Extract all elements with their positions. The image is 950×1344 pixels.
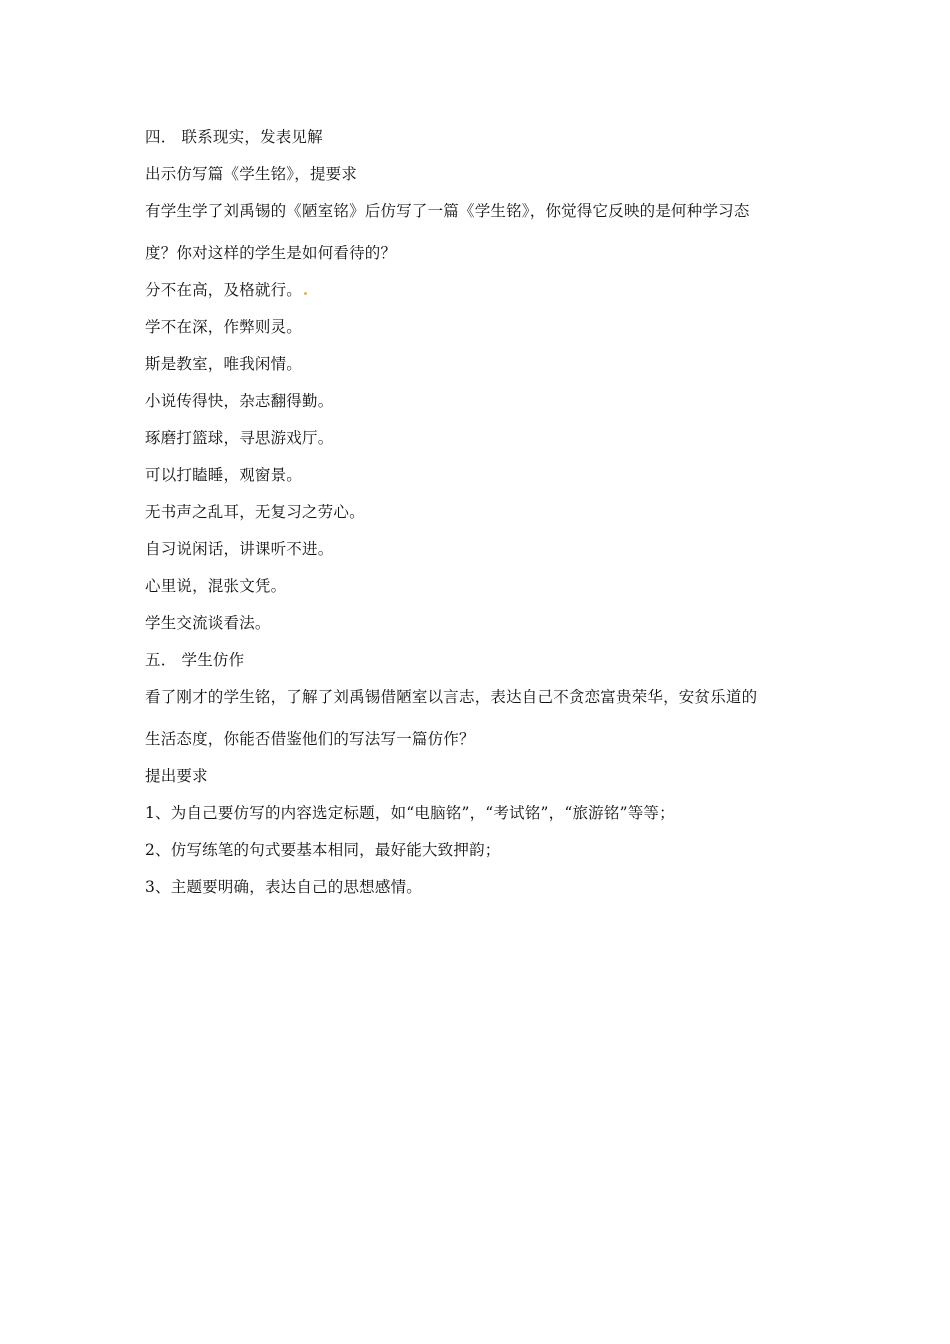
poem-line [145,279,815,301]
poem-line: 自习说闲话，讲课听不进。 [145,540,334,558]
revision-mark [304,292,307,295]
paragraph-line: 有学生学了刘禹锡的《陋室铭》后仿写了一篇《学生铭》，你觉得它反映的是何种学习态 [145,202,750,220]
paragraph-line: 出示仿写篇《学生铭》，提要求 [145,165,358,183]
section-heading-5: 五． 学生仿作 [145,651,245,669]
requirement-item: 3、主题要明确，表达自己的思想感情。 [145,878,422,896]
section-heading-4: 四． 联系现实，发表见解 [145,128,323,146]
paragraph-line: 度？你对这样的学生是如何看待的？ [145,244,397,262]
requirement-item: 2、仿写练笔的句式要基本相同，最好能大致押韵； [145,841,501,859]
poem-line: 学不在深，作弊则灵。 [145,318,303,336]
poem-line: 可以打瞌睡，观窗景。 [145,466,303,484]
poem-line-text: 分不在高，及格就行。 [145,281,303,299]
paragraph-line: 学生交流谈看法。 [145,614,271,632]
document-content [145,126,815,898]
poem-line: 小说传得快，杂志翻得勤。 [145,392,334,410]
poem-line: 琢磨打篮球，寻思游戏厅。 [145,429,334,447]
paragraph-line: 提出要求 [145,767,208,785]
poem-line: 心里说，混张文凭。 [145,577,287,595]
paragraph-line: 看了刚才的学生铭，了解了刘禹锡借陋室以言志，表达自己不贪恋富贵荣华，安贫乐道的 [145,688,758,706]
poem-line: 斯是教室，唯我闲情。 [145,355,303,373]
paragraph-line: 生活态度，你能否借鉴他们的写法写一篇仿作？ [145,730,475,748]
requirement-item: 1、为自己要仿写的内容选定标题，如“电脑铭”，“考试铭”，“旅游铭”等等； [145,804,675,822]
poem-line: 无书声之乱耳，无复习之劳心。 [145,503,365,521]
